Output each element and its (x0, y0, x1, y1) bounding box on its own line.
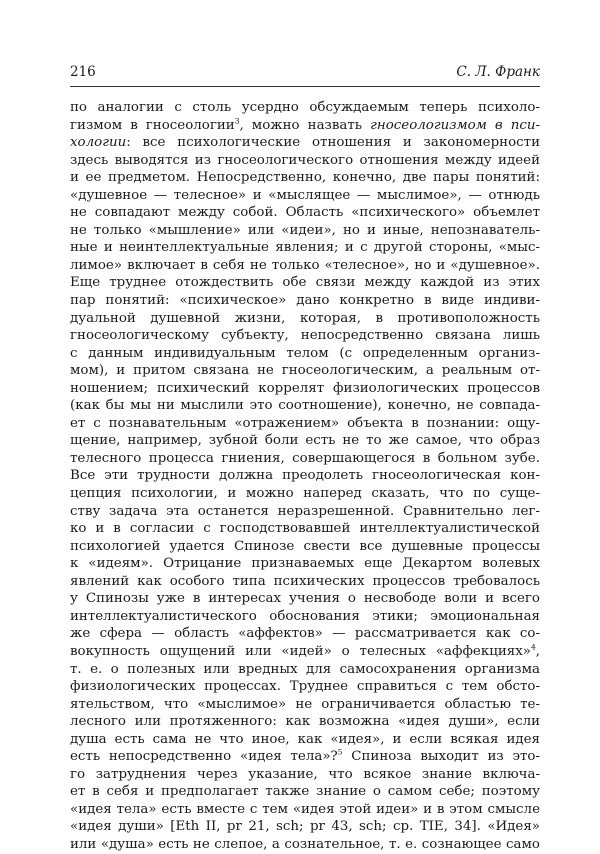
text-run: к «идеям». Отрицание признаваемых еще Декартом волевых (70, 556, 540, 572)
text-run: явлений как особого типа психических процессов требовалось (70, 573, 540, 589)
text-line (70, 696, 540, 714)
text-run: цепция психологии, и можно наперед сказать, что по суще- (70, 486, 540, 502)
text-run: ет с познавательным «отражением» объекта в познании: ощу- (70, 415, 540, 431)
text-line (70, 222, 540, 240)
text-run: гизмом в гносеологии (70, 117, 235, 133)
text-line (70, 661, 540, 679)
text-line (70, 678, 540, 696)
text-line (70, 397, 540, 415)
header-rule (70, 86, 540, 87)
text-line (70, 134, 540, 152)
text-line (70, 274, 540, 292)
footnote-ref: 3 (234, 116, 240, 126)
text-run: лимое» включает в себя не только «телесное», но и «душевное». (70, 257, 540, 273)
text-run: интеллектуалистического обоснования этики; эмоциональная (70, 608, 540, 624)
text-run: с данным индивидуальным телом (с определенным организ- (70, 345, 540, 361)
text-line (70, 345, 540, 363)
body-text (70, 99, 540, 854)
text-line (70, 450, 540, 468)
text-run: телесного процесса гниения, совершающегося в больном зубе. (70, 450, 540, 466)
text-line (70, 99, 540, 117)
text-run: пар понятий: «психическое» дано конкретно в виде индиви- (70, 293, 540, 309)
text-line (70, 801, 540, 819)
text-run: : все психологические отношения и закономерности (126, 135, 540, 151)
footnote-ref: 5 (337, 747, 343, 757)
text-line (70, 432, 540, 450)
text-run: , (535, 643, 540, 659)
text-run: ко и в согласии с господствовавшей интеллектуалистической (70, 521, 540, 537)
text-line (70, 257, 540, 275)
text-run: мом), и притом связана не гносеологическим, а реальным от- (70, 363, 540, 379)
text-line (70, 643, 540, 661)
text-line (70, 555, 540, 573)
text-line (70, 766, 540, 784)
text-run: т. е. о полезных или вредных для самосохранения организма (70, 661, 540, 677)
text-line (70, 310, 540, 328)
italic-run: гносеологизмом в пси- (370, 117, 540, 133)
text-run: душа есть сама не что иное, как «идея», и если всякая идея (70, 731, 540, 747)
text-line (70, 818, 540, 836)
text-run: «душевное — телесное» и «мыслящее — мыслимое», — отнюдь (70, 187, 540, 203)
text-run: есть непосредственно «идея тела»? (70, 749, 338, 765)
text-run: ные и неинтеллектуальные явления; и с другой стороны, «мыс- (70, 240, 540, 256)
text-run: , можно назвать (239, 117, 371, 133)
text-run: вокупность ощущений или «идей» о телесных «аффекциях» (70, 643, 531, 659)
text-run: дуальной душевной жизни, которая, в противоположность (70, 310, 540, 326)
text-line (70, 590, 540, 608)
text-line (70, 327, 540, 345)
text-run: щение, например, зубной боли есть не то же самое, что образ (70, 433, 540, 449)
text-run: «идея души» [Eth II, pr 21, sch; pr 43, sch; cp. TIE, 34]. «Идея» (70, 819, 540, 835)
text-line (70, 538, 540, 556)
running-header (70, 64, 540, 84)
text-line (70, 573, 540, 591)
text-run: и ее предметом. Непосредственно, конечно, две пары понятий: (70, 170, 540, 186)
text-line (70, 292, 540, 310)
text-run: ятельством, что «мыслимое» не ограничивается областью те- (70, 696, 540, 712)
text-line (70, 520, 540, 538)
text-line (70, 748, 540, 766)
page-number: 216 (70, 64, 96, 80)
text-run: ству задача эта останется неразрешенной. Сравнительно лег- (70, 503, 540, 519)
text-line (70, 608, 540, 626)
text-run: Спиноза выходит из это- (342, 749, 540, 765)
text-line (70, 836, 540, 854)
text-run: по аналогии с столь усердно обсуждаемым теперь психоло- (70, 100, 540, 115)
text-line (70, 783, 540, 801)
text-run: гносеологическому субъекту, непосредственно связана лишь (70, 328, 540, 344)
italic-run: хологии (70, 135, 127, 151)
text-run: лесного или протяженного: как возможна «идея души», если (70, 714, 540, 730)
text-line (70, 117, 540, 135)
text-run: Еще труднее отождествить обе связи между каждой из этих (70, 275, 540, 291)
text-line (70, 362, 540, 380)
text-line (70, 625, 540, 643)
text-run: «идея тела» есть вместе с тем «идея этой идеи» и в этом смысле (70, 801, 540, 817)
text-line (70, 239, 540, 257)
text-line (70, 152, 540, 170)
text-run: же сфера — область «аффектов» — рассматривается как со- (70, 626, 540, 642)
text-line (70, 467, 540, 485)
text-line (70, 485, 540, 503)
text-run: у Спинозы уже в интересах учения о несвободе воли и всего (70, 591, 540, 607)
text-run: физиологических процессах. Труднее справиться с тем обсто- (70, 679, 540, 695)
text-line (70, 169, 540, 187)
text-line (70, 713, 540, 731)
footnote-ref: 4 (530, 642, 536, 652)
text-line (70, 503, 540, 521)
text-run: ет в себя и предполагает также знание о самом себе; поэтому (70, 784, 540, 800)
text-run: или «душа» есть не слепое, а сознательное, т. е. сознающее само (70, 836, 540, 852)
text-run: не совпадают между собой. Область «психического» объемлет (70, 205, 540, 221)
text-run: (как бы мы ни мыслили это соотношение), конечно, не совпада- (70, 398, 540, 414)
text-run: не только «мышление» или «идеи», но и иные, непознаватель- (70, 222, 540, 238)
text-line (70, 187, 540, 205)
text-run: психологией удается Спинозе свести все душевные процессы (70, 538, 540, 554)
text-line (70, 415, 540, 433)
running-author: С. Л. Франк (456, 64, 540, 80)
text-line (70, 380, 540, 398)
text-line (70, 731, 540, 749)
text-line (70, 204, 540, 222)
text-run: здесь выводятся из гносеологического отношения между идеей (70, 152, 540, 168)
text-run: го затруднения через указание, что всякое знание включа- (70, 766, 540, 782)
text-run: ношением; психический коррелят физиологических процессов (70, 380, 540, 396)
text-run: Все эти трудности должна преодолеть гносеологическая кон- (70, 468, 540, 484)
